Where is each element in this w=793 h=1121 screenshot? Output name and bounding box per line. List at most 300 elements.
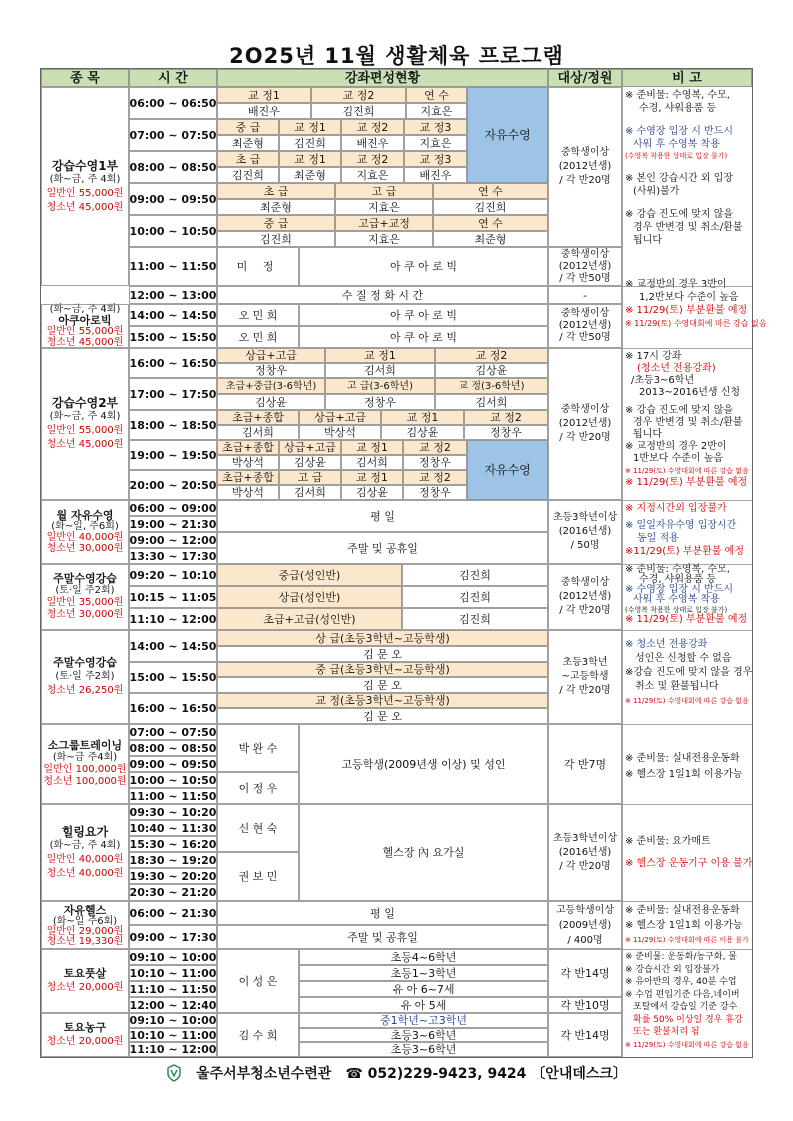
note-line: ※ 11/29(토) 부분환불 예정 bbox=[625, 305, 748, 316]
time-slot: 18:30 ~ 19:20 bbox=[129, 853, 217, 867]
class-label: 초 급 bbox=[217, 151, 279, 167]
note-line: ※ 수업 편입기준 다음,네이버 bbox=[625, 989, 740, 1000]
note-line: ※ 11/29(토) 수영대회에 따른 강습 없음 bbox=[625, 319, 767, 328]
note-line: (청소년 전용강좌) bbox=[637, 363, 716, 374]
sg-adult-fee: 일반인 100,000원 bbox=[43, 764, 127, 775]
swim2-target bbox=[548, 348, 622, 500]
time-slot: 16:00 ~ 16:50 bbox=[129, 356, 217, 370]
mon-target bbox=[548, 500, 622, 564]
target-line: (2009년생) bbox=[558, 919, 612, 931]
class-label: 초급+종합 bbox=[217, 410, 299, 425]
class-label: 교 정1 bbox=[381, 410, 464, 425]
yoga-days: (화~금, 주 4회) bbox=[49, 839, 121, 851]
free-swim-block: 자유수영 bbox=[467, 87, 548, 183]
category-swim1 bbox=[41, 87, 129, 286]
mon-youth-fee: 청소년 30,000원 bbox=[46, 543, 124, 554]
class-label: 교 정2 bbox=[403, 440, 467, 455]
category-futsal bbox=[41, 949, 129, 1013]
instructor: 미 정 bbox=[236, 260, 280, 273]
note-line: 경우 반변경 및 취소/환불 bbox=[633, 417, 743, 428]
note-line: ※ 헬스장 1일1회 이용가능 bbox=[625, 769, 743, 780]
note-line: 1반보다 수준이 높음 bbox=[633, 453, 723, 464]
sg-days: (화~금 주4회) bbox=[52, 752, 118, 763]
time-slot: 11:00 ~ 11:50 bbox=[129, 789, 217, 803]
yoga-youth-fee: 청소년 40,000원 bbox=[46, 867, 124, 879]
yoga-notes bbox=[622, 831, 752, 881]
swim1-youth-fee: 청소년 45,000원 bbox=[46, 201, 124, 213]
class-label: 교 정(3-6학년) bbox=[435, 378, 548, 394]
note-line: ※ 헬스장 운동기구 이용 불가 bbox=[625, 858, 753, 869]
instructor: 지효은 bbox=[368, 200, 400, 214]
category-basketball bbox=[41, 1013, 129, 1057]
mon-notes bbox=[622, 502, 752, 564]
time-slot: 10:00 ~ 10:50 bbox=[129, 224, 217, 238]
time-slot: 15:30 ~ 16:20 bbox=[129, 837, 217, 851]
time-slot: 15:00 ~ 15:50 bbox=[129, 671, 217, 684]
instructor: 김 문 오 bbox=[363, 647, 402, 661]
time-slot: 09:10 ~ 10:00 bbox=[129, 1014, 217, 1027]
time-slot: 14:00 ~ 14:50 bbox=[129, 308, 217, 322]
class-label: 고 급 bbox=[279, 470, 341, 485]
weekend-label: 주말 및 공휴일 bbox=[347, 930, 418, 944]
class-label: 초등1~3학년 bbox=[390, 966, 457, 980]
target-line: (2012년생) bbox=[558, 418, 612, 429]
category-weekend-youth bbox=[41, 630, 129, 724]
wkd-target bbox=[548, 564, 622, 630]
class-label: 교 정2 bbox=[435, 348, 548, 363]
water-dash: - bbox=[583, 288, 587, 302]
time-slot: 11:10 ~ 12:00 bbox=[129, 1043, 217, 1056]
time-slot: 12:00 ~ 13:00 bbox=[129, 288, 217, 302]
instructor: 박상석 bbox=[324, 426, 356, 439]
target-line: 중학생이상 bbox=[560, 147, 610, 158]
futsal-target2: 각 반10명 bbox=[560, 998, 610, 1012]
instructor: 배진우 bbox=[248, 104, 280, 118]
note-line: 수경, 샤워용품 등 bbox=[639, 103, 717, 114]
aqua-youth-fee: 청소년 45,000원 bbox=[46, 337, 124, 348]
note-line: 1,2반보다 수준이 높음 bbox=[639, 292, 739, 303]
schedule-table bbox=[40, 68, 767, 1058]
time-slot: 08:00 ~ 08:50 bbox=[129, 741, 217, 755]
header-note: 비 고 bbox=[622, 69, 752, 87]
target-line: 중학생이상 bbox=[560, 248, 610, 260]
time-slot: 13:30 ~ 17:30 bbox=[129, 549, 217, 563]
sg-youth-fee: 청소년 100,000원 bbox=[43, 776, 127, 787]
mon-adult-fee: 일반인 40,000원 bbox=[46, 532, 124, 543]
instructor: 김상윤 bbox=[255, 395, 287, 409]
instructor: 오 민 희 bbox=[238, 330, 278, 344]
note-line: 취소 및 환불됩니다 bbox=[635, 681, 719, 692]
class-label: 초 급 bbox=[217, 183, 335, 199]
time-slot: 10:40 ~ 11:30 bbox=[129, 821, 217, 835]
class-label: 유 아 6~7세 bbox=[392, 982, 455, 996]
class-label: 상급(성인반) bbox=[217, 586, 402, 608]
class-label: 교 정1 bbox=[279, 151, 341, 167]
note-line: ※ 11/29(토) 수영대회에 따른 강습 없음 bbox=[625, 467, 749, 475]
swim1-target2 bbox=[548, 247, 622, 286]
time-slot: 11:10 ~ 12:00 bbox=[129, 612, 217, 626]
aqua-name: 아쿠아로빅 bbox=[58, 314, 112, 327]
instructor: 최준형 bbox=[260, 200, 292, 214]
class-label: 초급+고급(성인반) bbox=[217, 608, 402, 630]
weekend-label: 주말 및 공휴일 bbox=[347, 541, 418, 555]
header-status: 강좌편성현황 bbox=[217, 69, 548, 87]
target-line: 고등학생이상 bbox=[556, 904, 614, 916]
time-slot: 09:00 ~ 17:30 bbox=[129, 930, 217, 944]
class-label: 교 정2 bbox=[341, 119, 404, 135]
class-label: 고급+교정 bbox=[335, 215, 433, 231]
instructor: 김 수 희 bbox=[238, 1028, 278, 1042]
class-label: 상급+고급 bbox=[299, 410, 381, 425]
class-label: 연 수 bbox=[433, 183, 548, 199]
swim2-youth-fee: 청소년 45,000원 bbox=[46, 439, 124, 450]
category-gym bbox=[41, 901, 129, 949]
note-line: ※ 11/29(토) 수영대회에 따른 강습 없음 bbox=[625, 697, 749, 705]
class-label: 초등4~6학년 bbox=[390, 950, 457, 964]
futsal-target: 각 반14명 bbox=[560, 966, 610, 980]
class-label: 고 급(3-6학년) bbox=[325, 378, 435, 394]
note-line: 동일 적용 bbox=[637, 533, 679, 544]
footer bbox=[0, 1063, 793, 1083]
instructor: 김상윤 bbox=[406, 426, 439, 439]
aqua-target bbox=[548, 304, 622, 348]
target-line: / 각 반20명 bbox=[559, 860, 611, 872]
note-line: 또는 환불처리 됨 bbox=[633, 1027, 700, 1037]
yoga-target bbox=[548, 804, 622, 901]
gym-adult-fee: 일반인 29,000원 bbox=[46, 925, 124, 937]
class-label: 상급+고급 bbox=[217, 348, 325, 363]
time-slot: 19:00 ~ 19:50 bbox=[129, 448, 217, 462]
note-line: (수영복 착용한 상태로 입장 불가) bbox=[625, 606, 728, 614]
instructor: 김상윤 bbox=[356, 486, 388, 499]
note-line: (수영복 착용한 상태로 입장 불가) bbox=[625, 152, 728, 160]
instructor: 정창우 bbox=[255, 364, 287, 377]
class-label: 초급+중급(3-6학년) bbox=[217, 378, 325, 394]
time-slot: 19:30 ~ 20:20 bbox=[129, 869, 217, 883]
category-small-group bbox=[41, 724, 129, 804]
wky-name: 주말수영강습 bbox=[53, 656, 117, 669]
instructor: 지효은 bbox=[420, 104, 453, 118]
note-line: ※ 11/29(토) 수영대회에 따른 강습 없음 bbox=[625, 1040, 749, 1049]
gym-days: (화~일 주6회) bbox=[52, 915, 118, 927]
note-line: ※ 청소년 전용강좌 bbox=[625, 639, 708, 650]
header-time: 시 간 bbox=[129, 69, 217, 87]
instructor: 김진희 bbox=[294, 136, 326, 150]
instructor: 지효은 bbox=[419, 136, 452, 150]
bball-name: 토요농구 bbox=[63, 1021, 107, 1034]
instructor: 박상석 bbox=[232, 456, 264, 469]
note-line: ※ 강습시간 외 입장불가 bbox=[625, 964, 720, 975]
instructor: 지효은 bbox=[368, 232, 400, 246]
target-line: (2012년생) bbox=[558, 161, 612, 172]
sg-target: 각 반7명 bbox=[563, 757, 607, 771]
class-label: 교 정1 bbox=[341, 470, 403, 485]
sg-notes bbox=[622, 751, 752, 791]
target-line: 초등3학년이상 bbox=[552, 512, 618, 523]
instructor: 최준형 bbox=[474, 232, 507, 246]
bball-youth-fee: 청소년 20,000원 bbox=[46, 1036, 124, 1047]
class-label: 교 정1 bbox=[279, 119, 341, 135]
instructor: 김서희 bbox=[294, 486, 326, 499]
target-line: / 각 반20명 bbox=[559, 432, 611, 443]
instructor: 김진희 bbox=[459, 590, 491, 604]
class-label: 교 정2 bbox=[403, 470, 467, 485]
time-slot: 10:10 ~ 11:00 bbox=[129, 1028, 217, 1042]
instructor: 정창우 bbox=[490, 426, 522, 439]
note-line: ※ 강습 진도에 맞지 않을 bbox=[625, 209, 734, 220]
class-label: 아 쿠 아 로 빅 bbox=[389, 308, 458, 322]
class-label: 중 급 bbox=[217, 119, 279, 135]
time-slot: 11:00 ~ 11:50 bbox=[129, 260, 217, 273]
org-name: 울주서부청소년수련관 bbox=[196, 1066, 332, 1082]
note-line: ※ 준비물: 실내전용운동화 bbox=[625, 753, 740, 764]
free-swim-block: 자유수영 bbox=[467, 440, 548, 500]
instructor: 김상윤 bbox=[294, 456, 326, 469]
note-line: ※ 17시 강좌 bbox=[625, 351, 682, 362]
class-label: 고등학생(2009년생 이상) 및 성인 bbox=[341, 757, 506, 771]
target-line: (2012년생) bbox=[558, 260, 612, 272]
instructor: 김서희 bbox=[356, 456, 388, 469]
time-slot: 09:00 ~ 09:50 bbox=[129, 757, 217, 771]
target-line: 중학생이상 bbox=[560, 577, 610, 588]
note-line: /초등3~6학년 bbox=[631, 375, 695, 386]
weekday-label: 평 일 bbox=[370, 906, 395, 920]
aqua-notes bbox=[622, 278, 767, 348]
class-label: 헬스장 內 요가실 bbox=[382, 846, 465, 859]
class-label: 교 정1 bbox=[217, 87, 311, 103]
gym-youth-fee: 청소년 19,330원 bbox=[46, 935, 124, 947]
wkd-youth-fee: 청소년 30,000원 bbox=[46, 609, 124, 620]
class-label: 상 급(초등3학년~고등학생) bbox=[217, 630, 548, 646]
instructor: 이 성 은 bbox=[238, 974, 278, 988]
time-slot: 19:00 ~ 21:30 bbox=[129, 517, 217, 531]
class-label: 초급+종합 bbox=[217, 470, 279, 485]
instructor: 정창우 bbox=[419, 456, 451, 469]
class-label: 교 정2 bbox=[341, 151, 404, 167]
class-label: 상급+고급 bbox=[279, 440, 341, 455]
instructor: 박상석 bbox=[232, 486, 264, 499]
note-line: (사워)불가 bbox=[633, 186, 680, 197]
note-line: 확률 50% 이상일 경우 휴강 bbox=[633, 1014, 743, 1025]
instructor: 김진희 bbox=[260, 232, 292, 246]
swim1-target bbox=[548, 87, 622, 247]
category-monthly-swim bbox=[41, 500, 129, 564]
note-line: 2013~2016년생 신청 bbox=[639, 387, 741, 398]
category-weekend-adult bbox=[41, 564, 129, 630]
class-label: 교 정2 bbox=[311, 87, 406, 103]
swim2-days: (화~금, 주 4회) bbox=[49, 411, 121, 422]
instructor: 박 완 수 bbox=[238, 741, 278, 755]
instructor: 김진희 bbox=[459, 612, 491, 626]
time-slot: 10:15 ~ 11:05 bbox=[129, 590, 217, 604]
note-line: ※ 유아반의 경우, 40분 수업 bbox=[625, 977, 737, 987]
gym-notes bbox=[622, 903, 752, 949]
note-line: ※ 일일자유수영 입장시간 bbox=[625, 520, 737, 531]
header-target: 대상/정원 bbox=[548, 69, 622, 87]
instructor: 김서희 bbox=[242, 426, 274, 439]
target-line: (2016년생) bbox=[558, 526, 612, 537]
class-label: 교 정1 bbox=[341, 440, 403, 455]
instructor: 최준형 bbox=[294, 168, 326, 182]
target-line: / 50명 bbox=[570, 540, 600, 551]
class-label: 교 정3 bbox=[404, 119, 467, 135]
swim2-name: 강습수영2부 bbox=[51, 396, 119, 410]
note-line: ※ 11/29(토) 수영대회에 따른 이용 불가 bbox=[625, 936, 749, 944]
note-line: ※ 11/29(토) 부분환불 예정 bbox=[625, 477, 748, 488]
class-label: 초급+종합 bbox=[217, 440, 279, 455]
note-line: ※ 수영장 입장 시 반드시 bbox=[625, 126, 734, 137]
wky-target bbox=[548, 630, 622, 724]
target-line: 초등3학년이상 bbox=[552, 832, 618, 844]
time-slot: 11:10 ~ 11:50 bbox=[129, 982, 217, 996]
water-treatment: 수 질 정 화 시 간 bbox=[341, 288, 424, 302]
note-line: 사워 후 수영복 착용 bbox=[633, 139, 720, 150]
mon-name: 월 자유수영 bbox=[56, 509, 114, 522]
target-line: (2012년생) bbox=[558, 591, 612, 602]
time-slot: 06:00 ~ 09:00 bbox=[129, 501, 217, 515]
futsal-youth-fee: 청소년 20,000원 bbox=[46, 982, 124, 993]
note-line: 경우 반변경 및 취소/환불 bbox=[633, 222, 743, 233]
class-label: 교 정3 bbox=[404, 151, 467, 167]
instructor: 오 민 희 bbox=[238, 308, 278, 322]
yoga-adult-fee: 일반인 40,000원 bbox=[46, 853, 124, 865]
wky-notes bbox=[622, 638, 752, 723]
class-label: 중1학년~고3학년 bbox=[380, 1014, 467, 1027]
note-line: ※ 교정반의 경우 3반이 bbox=[625, 279, 727, 290]
time-slot: 18:00 ~ 18:50 bbox=[129, 418, 217, 432]
note-line: ※ 준비물: 수영복, 수모, bbox=[625, 564, 730, 575]
note-line: 수경, 샤워용품 등 bbox=[639, 574, 717, 585]
gym-target bbox=[548, 901, 622, 949]
instructor: 배진우 bbox=[356, 136, 389, 150]
time-slot: 15:00 ~ 15:50 bbox=[129, 330, 217, 344]
swim1-days: (화~금, 주 4회) bbox=[49, 173, 121, 185]
swim1-adult-fee: 일반인 55,000원 bbox=[46, 187, 124, 199]
header-category: 종 목 bbox=[41, 69, 129, 87]
note-line: ※강습 진도에 맞지 않을 경우 bbox=[625, 667, 753, 678]
note-line: ※ 준비물: 운동화/농구화, 물 bbox=[625, 952, 737, 962]
class-label: 유 아 5세 bbox=[400, 998, 447, 1012]
target-line: / 각 반20명 bbox=[559, 605, 611, 616]
note-line: 됩니다 bbox=[633, 429, 662, 440]
time-slot: 07:00 ~ 07:50 bbox=[129, 128, 217, 142]
target-line: 중학생이상 bbox=[560, 308, 610, 319]
class-label: 중 급 bbox=[217, 215, 335, 231]
note-line: ※ 교정반의 경우 2반이 bbox=[625, 441, 727, 452]
note-line: ※ 지정시간외 입장불가 bbox=[625, 503, 727, 514]
wkd-days: (토·일 주2회) bbox=[55, 585, 115, 596]
time-slot: 06:00 ~ 21:30 bbox=[129, 906, 217, 920]
class-label: 고 급 bbox=[335, 183, 433, 199]
instructor: 김상윤 bbox=[475, 364, 508, 377]
time-slot: 09:10 ~ 10:00 bbox=[129, 950, 217, 964]
instructor: 김진희 bbox=[459, 568, 491, 582]
target-line: / 400명 bbox=[567, 934, 603, 946]
sg-name: 소그룹트레이닝 bbox=[47, 739, 123, 752]
time-slot: 09:30 ~ 10:20 bbox=[129, 805, 217, 819]
instructor: 배진우 bbox=[419, 168, 452, 182]
note-line: ※ 본인 강습시간 외 입장 bbox=[625, 173, 734, 184]
class-label: 교 정(초등3학년~고등학생) bbox=[217, 693, 548, 708]
wkd-name: 주말수영강습 bbox=[53, 572, 117, 585]
class-label: 아 쿠 아 로 빅 bbox=[389, 330, 458, 344]
target-line: / 각 반20명 bbox=[559, 685, 611, 696]
swim1-name: 강습수영1부 bbox=[51, 158, 119, 173]
category-aqua bbox=[41, 304, 129, 348]
instructor: 이 정 우 bbox=[238, 781, 278, 795]
time-slot: 20:30 ~ 21:20 bbox=[129, 886, 217, 899]
yoga-name: 힐링요가 bbox=[61, 824, 109, 839]
time-slot: 20:00 ~ 20:50 bbox=[129, 478, 217, 492]
wkd-adult-fee: 일반인 35,000원 bbox=[46, 597, 124, 608]
note-line: 포탈에서 강습일 기준 강수 bbox=[633, 1002, 738, 1012]
class-label: 아 쿠 아 로 빅 bbox=[389, 260, 458, 273]
target-line: / 각 반50명 bbox=[559, 332, 611, 343]
target-line: / 각 반20명 bbox=[559, 175, 611, 186]
target-line: ~고등학생 bbox=[561, 671, 609, 682]
time-slot: 09:00 ~ 12:00 bbox=[129, 533, 217, 547]
gym-name: 자유헬스 bbox=[63, 903, 107, 917]
wkd-notes bbox=[622, 565, 752, 630]
instructor: 김 문 오 bbox=[363, 709, 402, 723]
time-slot: 10:10 ~ 11:00 bbox=[129, 966, 217, 980]
instructor: 최준형 bbox=[232, 136, 264, 150]
wky-youth-fee: 청소년 26,250원 bbox=[46, 685, 124, 696]
instructor: 정창우 bbox=[364, 395, 396, 409]
target-line: 초등3학년 bbox=[562, 657, 608, 668]
time-slot: 17:00 ~ 17:50 bbox=[129, 387, 217, 401]
target-line: / 각 반50명 bbox=[559, 272, 611, 284]
note-line: ※ 준비물: 실내전용운동화 bbox=[625, 905, 740, 916]
instructor: 김서희 bbox=[475, 395, 508, 409]
aqua-days: (화~금, 주 4회) bbox=[49, 304, 121, 315]
class-label: 초등3~6학년 bbox=[390, 1028, 457, 1042]
class-label: 초등3~6학년 bbox=[390, 1043, 457, 1056]
futsal-name: 토요풋살 bbox=[63, 967, 107, 980]
class-label: 연 수 bbox=[406, 87, 467, 103]
mon-days: (화~일, 주6회) bbox=[51, 521, 119, 532]
note-line: ※ 헬스장 1일1회 이용가능 bbox=[625, 920, 743, 931]
instructor: 지효은 bbox=[356, 168, 389, 182]
instructor: 권 보 민 bbox=[238, 870, 278, 883]
class-label: 교 정1 bbox=[325, 348, 435, 363]
time-slot: 08:00 ~ 08:50 bbox=[129, 160, 217, 174]
note-line: ※11/29(토) 부분환불 예정 bbox=[625, 546, 744, 557]
time-slot: 06:00 ~ 06:50 bbox=[129, 96, 217, 110]
note-line: ※ 준비물: 수영복, 수모, bbox=[625, 90, 730, 101]
time-slot: 07:00 ~ 07:50 bbox=[129, 725, 217, 739]
target-line: (2012년생) bbox=[558, 320, 612, 331]
target-line: (2016년생) bbox=[558, 846, 612, 858]
time-slot: 12:00 ~ 12:40 bbox=[129, 998, 217, 1012]
note-line: ※ 준비물: 요가매트 bbox=[625, 836, 711, 847]
wky-days: (토·일 주2회) bbox=[55, 671, 115, 682]
note-line: ※ 강습 진도에 맞지 않을 bbox=[625, 405, 734, 416]
category-yoga bbox=[41, 804, 129, 901]
category-swim2 bbox=[41, 348, 129, 500]
swim2-adult-fee: 일반인 55,000원 bbox=[46, 425, 124, 436]
time-slot: 10:00 ~ 10:50 bbox=[129, 773, 217, 787]
instructor: 김 문 오 bbox=[363, 678, 402, 692]
class-label: 중 급(초등3학년~고등학생) bbox=[217, 662, 548, 677]
instructor: 김서희 bbox=[364, 364, 396, 377]
saturday-notes bbox=[622, 951, 752, 1057]
time-slot: 09:20 ~ 10:10 bbox=[129, 568, 217, 582]
class-label: 교 정2 bbox=[464, 410, 548, 425]
target-line: 중학생이상 bbox=[560, 404, 610, 415]
instructor: 정창우 bbox=[419, 486, 451, 499]
note-line: 됩니다 bbox=[633, 235, 662, 246]
